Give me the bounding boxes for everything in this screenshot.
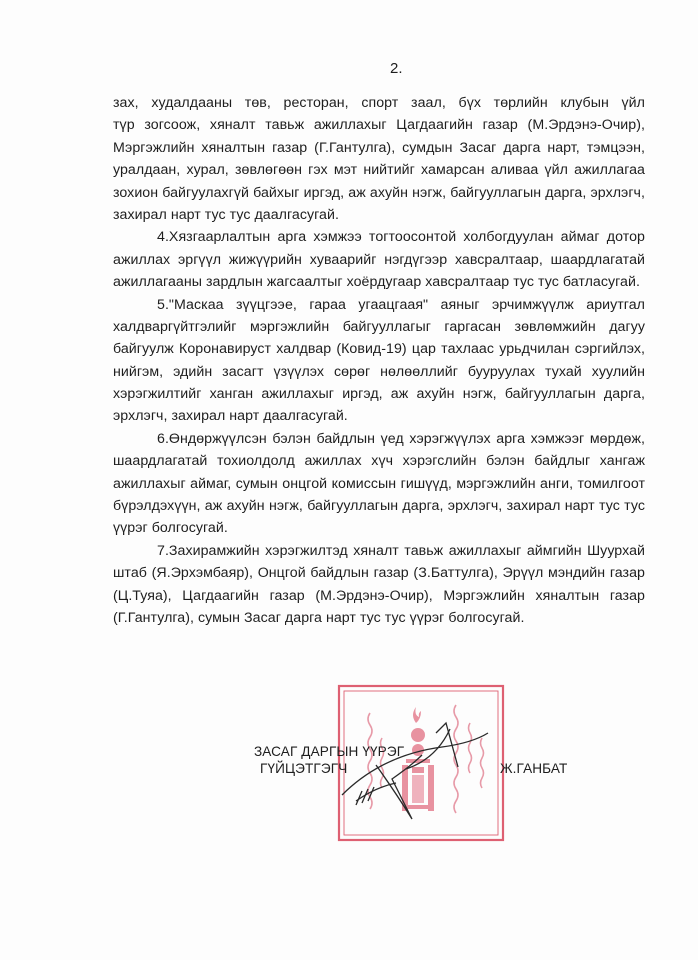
text-line: шаардлагатай тохиолдолд ажиллах хүч хэрэгслийн бэлэн байдлыг хангаж — [113, 453, 645, 470]
text-line: 4.Хязгаарлалтын арга хэмжээ тогтоосонтой холбогдуулан аймаг дотор — [157, 229, 645, 246]
paragraph-continued — [113, 92, 645, 226]
text-line: 5."Маскаа зүүцгээе, гараа угаацгаая" аяныг эрчимжүүлж ариутгал — [157, 296, 645, 313]
text-line: зохион байгуулахгүй байхыг иргэд, аж ахуйн нэгж, байгууллагын дарга, эрхлэгч, — [113, 184, 645, 201]
text-line: байгуулж Коронавируст халдвар (Ковид-19) цар тахлаас урьдчилан сэргийлэх, — [113, 341, 645, 358]
text-line: (Ц.Туяа), Цагдаагийн газар (М.Эрдэнэ-Очир), Мэргэжлийн хяналтын газар — [113, 587, 645, 604]
document-body — [113, 92, 645, 629]
paragraph-item-7 — [113, 540, 645, 630]
signatory-title: ЗАСАГ ДАРГЫН ҮҮРЭГ — [254, 744, 405, 759]
text-line: бүрэлдэхүүн, аж ахуйн нэгж, байгууллагын дарга, эрхлэгч, захирал нарт тус тус — [113, 498, 645, 515]
text-line: уралдаан, хурал, зөвлөгөөн гэх мэт нийтийг хамарсан аливаа үйл ажиллагаа — [113, 162, 645, 179]
text-line: штаб (Я.Эрхэмбаяр), Онцгой байдлын газар (З.Баттулга), Эрүүл мэндийн газар — [113, 565, 645, 582]
signatory-name: Ж.ГАНБАТ — [500, 761, 568, 776]
official-stamp — [336, 683, 506, 843]
text-line: үүрэг болгосугай. — [113, 520, 228, 537]
page-number: 2. — [390, 60, 403, 77]
signatory-title-line2: ГҮЙЦЭТГЭГЧ — [260, 761, 348, 776]
text-line: (Г.Гантулга), сумын Засаг дарга нарт тус тус үүрэг болгосугай. — [113, 609, 525, 626]
paragraph-item-5 — [113, 294, 645, 428]
text-line: Мэргэжлийн хяналтын газар (Г.Гантулга), сумдын Засаг дарга нарт, тэмцээн, — [113, 139, 645, 156]
text-line: түр зогсоож, хяналт тавьж ажиллахыг Цагдаагийн газар (М.Эрдэнэ-Очир), — [113, 117, 645, 134]
text-line: эрхлэгч, захирал нарт даалгасугай. — [113, 408, 348, 425]
text-line: нийгэм, эдийн засагт үзүүлэх сөрөг нөлөөллийг бууруулах тухай хуулийн — [113, 363, 645, 380]
text-line: зах, худалдааны төв, ресторан, спорт заал, бүх төрлийн клубын үйл — [113, 95, 645, 111]
text-line: захирал нарт тус тус даалгасугай. — [113, 206, 339, 223]
paragraph-item-6 — [113, 428, 645, 540]
text-line: ажиллагааны зардлын жагсаалтыг хоёрдугаар хавсралтаар тус тус батласугай. — [113, 274, 640, 291]
text-line: ажиллахыг аймаг, сумын онцгой комиссын гишүүд, мэргэжлийн анги, томилгоот — [113, 475, 645, 492]
text-line: хэрэгжилтийг ханган ажиллахыг иргэд, аж ахуйн нэгж, байгууллагын дарга, — [113, 386, 645, 403]
text-line: халдваргүйтгэлийг мэргэжлийн байгууллагыг гаргасан зөвлөмжийн дагуу — [113, 318, 645, 335]
text-line: ажиллах эргүүл жижүүрийн хуваарийг нэгдүгээр хавсралтаар, шаардлагатай — [113, 251, 645, 268]
text-line: 6.Өндөржүүлсэн бэлэн байдлын үед хэрэгжүүлэх арга хэмжээг мөрдөж, — [157, 430, 645, 447]
paragraph-item-4 — [113, 226, 645, 293]
text-line: 7.Захирамжийн хэрэгжилтэд хяналт тавьж ажиллахыг аймгийн Шуурхай — [157, 542, 645, 559]
